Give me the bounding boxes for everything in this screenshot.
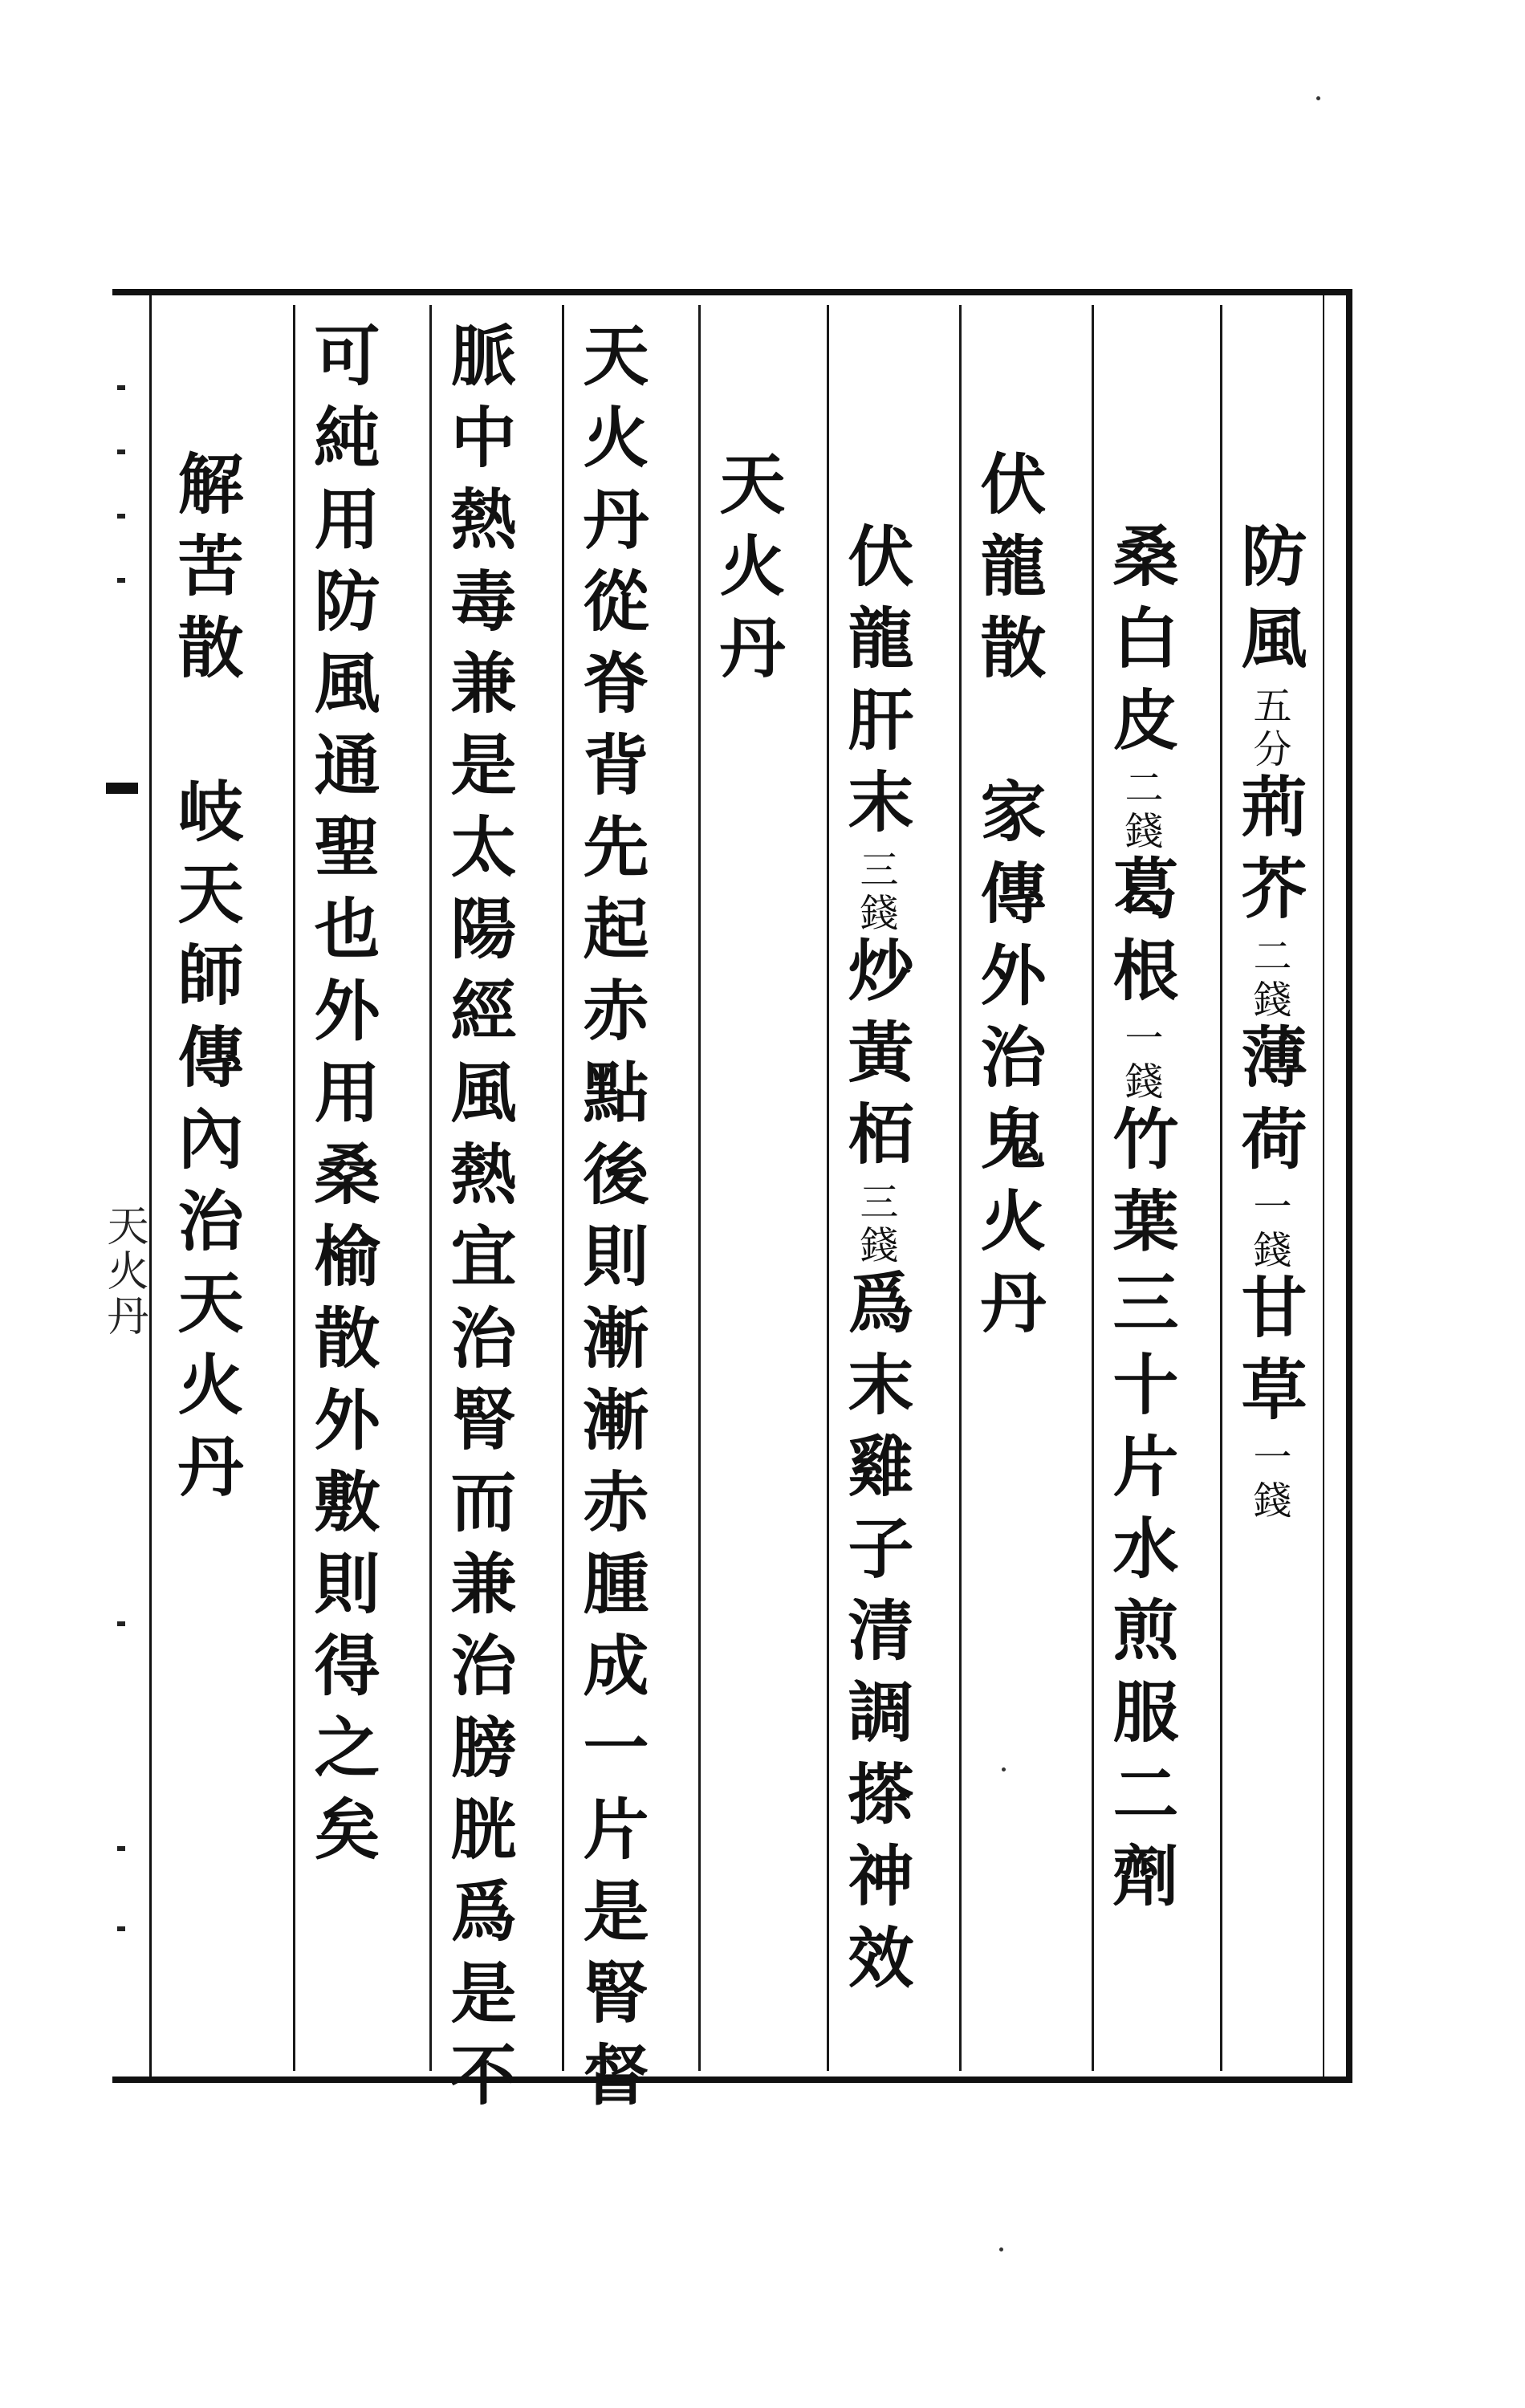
column-rule — [959, 305, 962, 2071]
banxin-mark — [117, 385, 125, 390]
text-column-5 — [709, 449, 786, 695]
column-text: 伏龍肝末 — [837, 522, 914, 849]
dosage-note: 一錢 — [1246, 1437, 1291, 1523]
text-column-1 — [1230, 522, 1307, 1523]
banxin-mark — [117, 1621, 125, 1626]
column-text: 天火丹從脊背先起赤點後則漸漸赤腫成一片是腎督 — [572, 321, 649, 2122]
frame-inner-rule — [1323, 295, 1324, 2076]
dosage-note: 一錢 — [1246, 1186, 1291, 1273]
dosage-note: 一錢 — [1118, 1018, 1163, 1104]
column-text: 脈中熱毒兼是太陽經風熱宜治腎而兼治膀胱爲是不 — [440, 321, 517, 2122]
column-rule — [1092, 305, 1094, 2071]
paper-speck — [1316, 96, 1320, 100]
paper-speck — [1002, 1767, 1006, 1771]
dosage-note: 二錢 — [1118, 767, 1163, 854]
column-text: 伏龍散 家傳外治鬼火丹 — [970, 449, 1047, 1350]
text-column-4 — [837, 522, 914, 2005]
column-rule — [293, 305, 295, 2071]
column-rule — [562, 305, 564, 2071]
column-text: 葛根 — [1102, 854, 1179, 1018]
dosage-note: 三錢 — [853, 849, 898, 936]
column-text: 薄荷 — [1230, 1023, 1307, 1186]
banxin-mark — [117, 1926, 125, 1931]
dosage-note: 三錢 — [853, 1182, 898, 1268]
paper-speck — [999, 2247, 1003, 2251]
column-text: 可純用防風通聖也外用桑榆散外敷則得之矣 — [303, 321, 380, 1877]
banxin-mark — [117, 514, 125, 519]
banxin-mark — [117, 578, 125, 583]
column-text: 解苦散 岐天師傳內治天火丹 — [167, 449, 244, 1514]
banxin-fish-tail-mark — [106, 783, 138, 794]
text-column-2 — [1102, 522, 1179, 1923]
text-column-6 — [572, 321, 649, 2122]
text-column-7 — [440, 321, 517, 2122]
column-text: 炒黃栢 — [837, 936, 914, 1182]
text-column-8 — [303, 321, 380, 1877]
dosage-note: 五分 — [1246, 685, 1291, 772]
banxin-border — [149, 295, 152, 2076]
column-rule — [1220, 305, 1222, 2071]
column-rule — [429, 305, 432, 2071]
banxin-mark — [117, 1846, 125, 1851]
column-rule — [698, 305, 701, 2071]
column-text: 爲末雞子清調搽神效 — [837, 1268, 914, 2005]
banxin-title: 天火丹 — [100, 1204, 148, 1339]
banxin-mark — [117, 449, 125, 454]
column-text: 桑白皮 — [1102, 522, 1179, 767]
column-text: 防風 — [1230, 522, 1307, 685]
column-text: 天火丹 — [709, 449, 786, 695]
column-text: 荊芥 — [1230, 772, 1307, 936]
dosage-note: 二錢 — [1246, 936, 1291, 1023]
column-rule — [827, 305, 829, 2071]
column-text: 竹葉三十片水煎服二劑 — [1102, 1104, 1179, 1923]
column-text: 甘草 — [1230, 1273, 1307, 1437]
text-column-9 — [167, 449, 244, 1514]
text-column-3 — [970, 449, 1047, 1350]
